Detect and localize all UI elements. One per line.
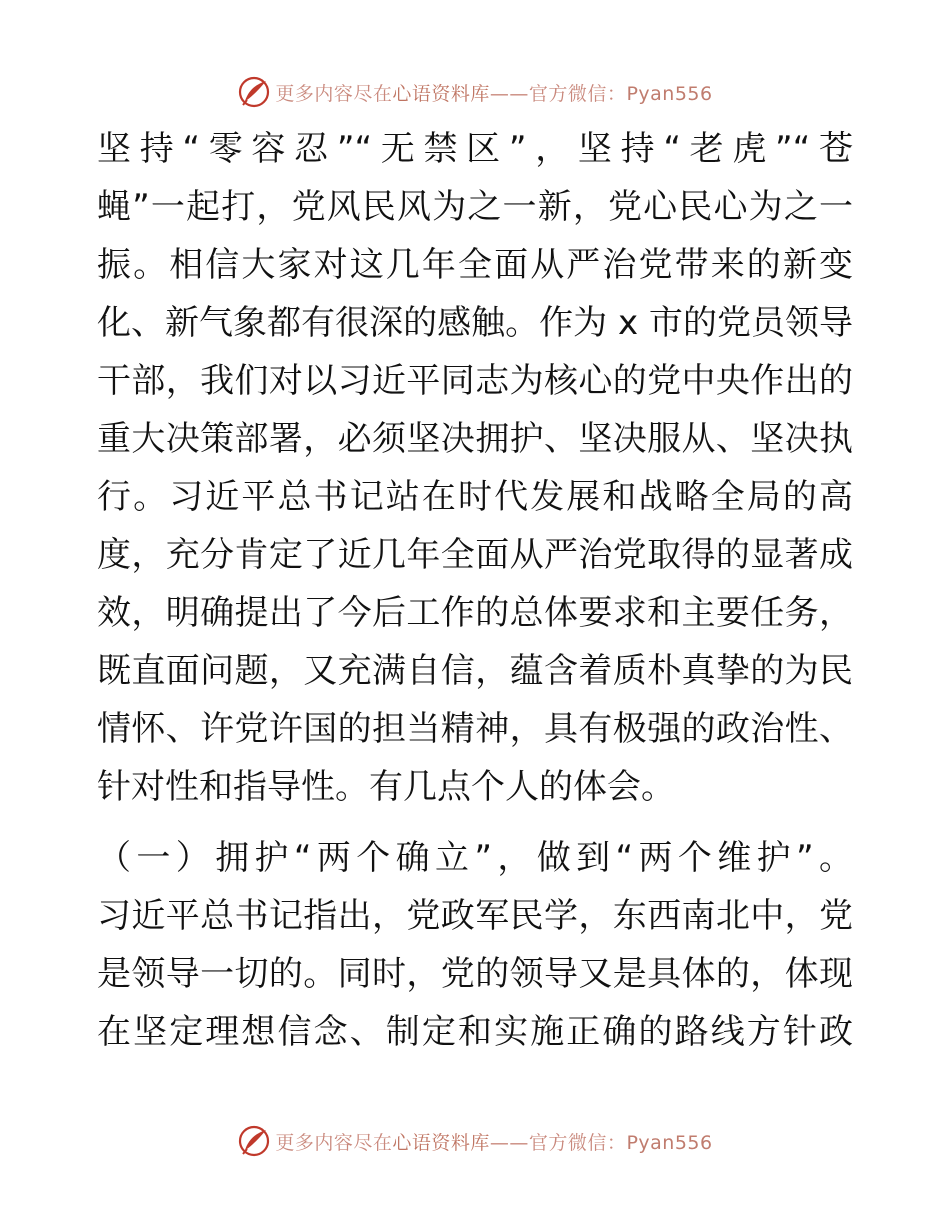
document-body [97, 120, 853, 1061]
text-line: 化、新气象都有很深的感触。作为 x 市的党员领导 [97, 303, 853, 343]
text-line: 针对性和指导性。有几点个人的体会。 [97, 767, 675, 807]
text-line: 振。相信大家对这几年全面从严治党带来的新变 [97, 245, 853, 285]
text-line: 在坚定理想信念、制定和实施正确的路线方针政 [97, 1012, 853, 1052]
paragraph-section-one [97, 829, 853, 1061]
footer-watermark [0, 1121, 950, 1161]
text-line: 是领导一切的。同时，党的领导又是具体的，体现 [97, 954, 853, 994]
paragraph-intro [97, 120, 853, 816]
text-line: 坚持“零容忍”“无禁区”，坚持“老虎”“苍 [97, 129, 853, 169]
text-line: 习近平总书记指出，党政军民学，东西南北中，党 [97, 896, 853, 936]
text-line: 既直面问题，又充满自信，蕴含着质朴真挚的为民 [97, 651, 853, 691]
text-line: 度，充分肯定了近几年全面从严治党取得的显著成 [97, 535, 853, 575]
text-line: 行。习近平总书记站在时代发展和战略全局的高 [97, 477, 853, 517]
header-watermark [0, 72, 950, 112]
text-line: 重大决策部署，必须坚决拥护、坚决服从、坚决执 [97, 419, 853, 459]
text-line: 干部，我们对以习近平同志为核心的党中央作出的 [97, 361, 853, 401]
feather-pen-logo-icon [237, 1124, 271, 1158]
text-line: 情怀、许党许国的担当精神，具有极强的政治性、 [97, 709, 853, 749]
feather-pen-logo-icon [237, 75, 271, 109]
watermark-text: 更多内容尽在心语资料库——官方微信：Pyan556 [275, 82, 713, 105]
watermark-text: 更多内容尽在心语资料库——官方微信：Pyan556 [275, 1131, 713, 1154]
section-heading: （一）拥护“两个确立”，做到“两个维护”。 [97, 838, 853, 878]
text-line: 蝇”一起打，党风民风为之一新，党心民心为之一 [97, 187, 853, 227]
text-line: 效，明确提出了今后工作的总体要求和主要任务， [97, 593, 853, 633]
